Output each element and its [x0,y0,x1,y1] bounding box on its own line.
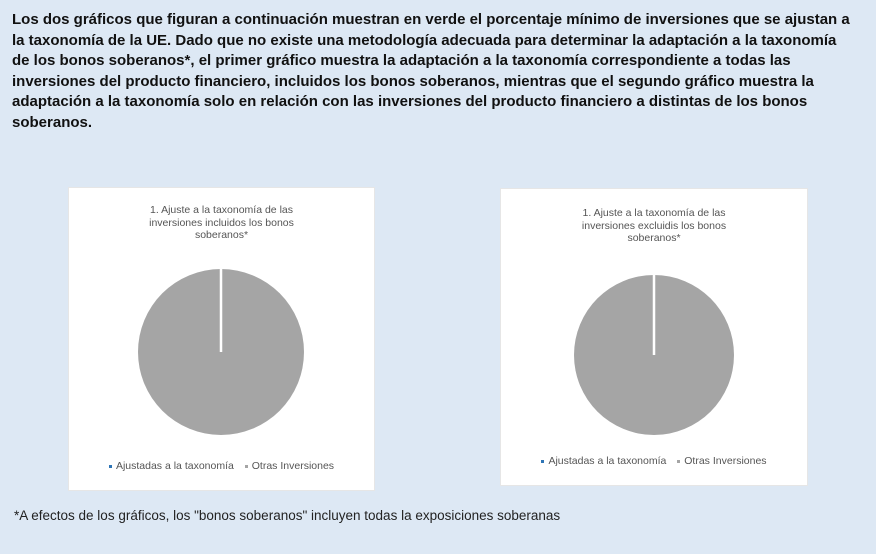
chart-title-line: 1. Ajuste a la taxonomía de las [582,207,726,219]
chart-legend [69,460,374,472]
chart-title [69,204,374,242]
legend-swatch-otras [677,460,680,463]
chart-card-excluidos [500,188,808,486]
footnote: *A efectos de los gráficos, los "bonos soberanos" incluyen todas la exposiciones soberanas [14,508,561,523]
pie-chart-incluidos [138,269,304,435]
chart-title-line: soberanos* [627,232,681,244]
legend-swatch-ajustadas [541,460,544,463]
chart-card-incluidos [68,187,375,491]
legend-label: Ajustadas a la taxonomía [115,460,234,472]
pie-chart-excluidos [574,275,734,435]
chart-title-line: 1. Ajuste a la taxonomía de las [149,204,293,216]
legend-swatch-ajustadas [109,465,112,468]
legend-item-otras [245,460,334,472]
legend-item-ajustadas [109,460,234,472]
legend-label: Otras Inversiones [684,455,767,467]
chart-legend [501,455,807,467]
chart-title-line: soberanos* [194,229,249,241]
legend-label: Otras Inversiones [251,460,335,472]
legend-item-ajustadas [541,455,666,467]
chart-title-line: inversiones incluidos los bonos [149,216,294,229]
chart-title [501,207,807,245]
intro-paragraph: Los dos gráficos que figuran a continuación muestran en verde el porcentaje mínimo de inversiones que se ajustan a la taxonomía de la UE. Dado que no existe una metodología adecuada para determinar la adaptación a la taxonomía de los bonos soberanos*, el primer gráfico muestra la adaptación a la taxonomía correspondiente a todas las inversiones del producto financiero, incluidos los bonos soberanos, mientras que el segundo gráfico muestra la adaptación a la taxonomía solo en relación con las inversiones del producto financiero a distintas de los bonos soberanos. [12,11,850,131]
legend-item-otras [677,455,766,467]
legend-swatch-otras [245,465,248,468]
legend-label: Ajustadas a la taxonomía [548,455,667,467]
chart-title-line: inversiones excluidis los bonos [581,219,727,232]
